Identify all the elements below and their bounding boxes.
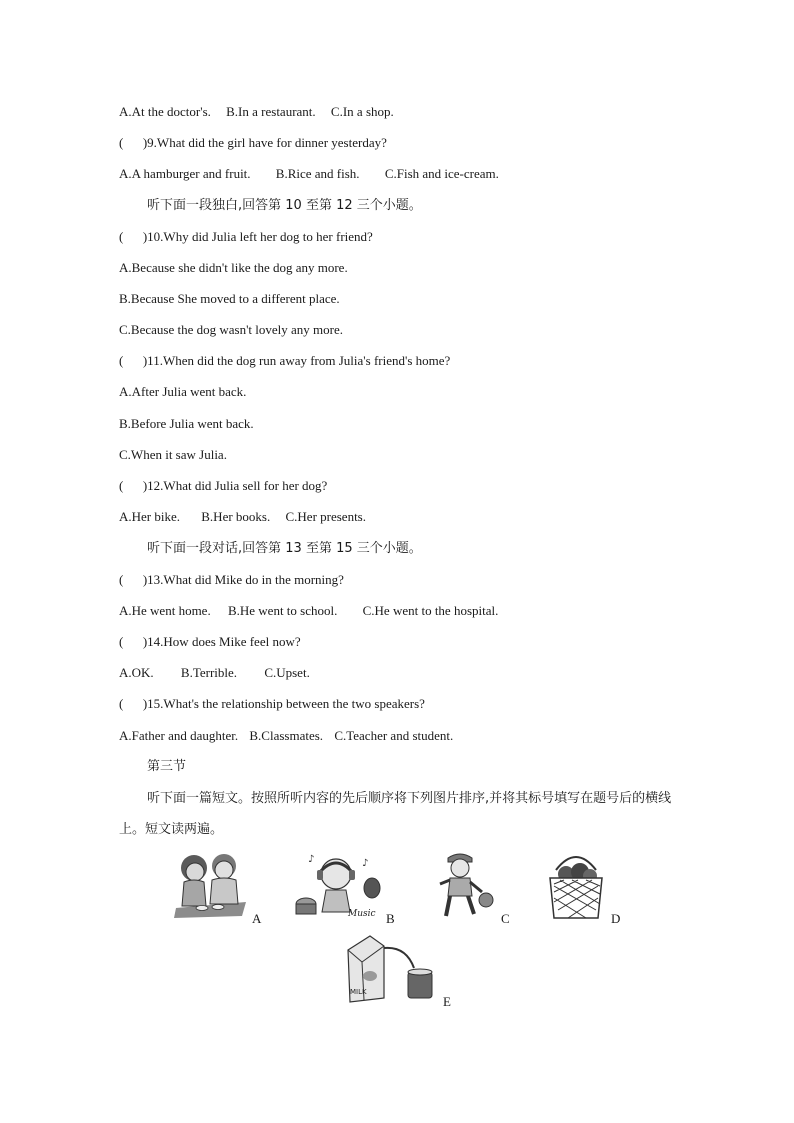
svg-text:♪: ♪	[308, 854, 315, 865]
music-girl-icon	[292, 852, 382, 922]
question-13	[119, 572, 344, 588]
boy-basketball-icon	[436, 850, 496, 922]
picture-label-d: D	[611, 911, 621, 926]
q12-options	[119, 509, 366, 525]
question-text: 11.When did the dog run away from Julia's friend's home?	[147, 353, 451, 368]
q14-option-a: A.OK.	[119, 665, 154, 680]
two-girls-eating-icon	[172, 848, 250, 918]
q11-option-a: A.After Julia went back.	[119, 384, 247, 399]
section-3-instruction: 听下面一篇短文。按照所听内容的先后顺序将下列图片排序,并将其标号填写在题号后的横线上。短文读两遍。	[119, 791, 672, 837]
q10-option-b: B.Because She moved to a different place.	[119, 291, 340, 306]
answer-blank[interactable]: ( )	[119, 353, 148, 368]
q15-option-a: A.Father and daughter.	[119, 728, 239, 743]
q14-option-c: C.Upset.	[264, 665, 310, 680]
section-3-heading: 第三节	[147, 759, 187, 774]
q13-option-c: C.He went to the hospital.	[362, 603, 499, 618]
milk-label: MILK	[350, 988, 367, 996]
q10-option-c: C.Because the dog wasn't lovely any more.	[119, 322, 344, 337]
q8-option-c: C.In a shop.	[330, 104, 394, 119]
q12-option-c: C.Her presents.	[285, 509, 366, 524]
q9-option-b: B.Rice and fish.	[275, 166, 360, 181]
question-text: 9.What did the girl have for dinner yesterday?	[147, 135, 387, 150]
question-12	[119, 478, 327, 494]
picture-label-a: A	[252, 911, 262, 926]
question-text: 13.What did Mike do in the morning?	[147, 572, 344, 587]
q13-options	[119, 603, 498, 619]
q8-options	[119, 104, 394, 120]
q15-option-b: B.Classmates.	[249, 728, 324, 743]
answer-blank[interactable]: ( )	[119, 478, 148, 493]
q9-option-a: A.A hamburger and fruit.	[119, 166, 251, 181]
q13-option-b: B.He went to school.	[227, 603, 338, 618]
question-10	[119, 229, 373, 245]
q14-options	[119, 665, 310, 681]
answer-blank[interactable]: ( )	[119, 135, 148, 150]
q9-option-c: C.Fish and ice-cream.	[384, 166, 499, 181]
section-intro-13-15: 听下面一段对话,回答第 13 至第 15 三个小题。	[147, 541, 422, 556]
answer-blank[interactable]: ( )	[119, 696, 148, 711]
q14-option-b: B.Terrible.	[180, 665, 238, 680]
question-15	[119, 696, 425, 712]
picture-label-c: C	[501, 911, 510, 926]
q10-option-a: A.Because she didn't like the dog any more.	[119, 260, 348, 275]
picture-label-b: B	[386, 911, 395, 926]
milk-carton-icon	[340, 932, 440, 1004]
q12-option-a: A.Her bike.	[119, 509, 181, 524]
question-9	[119, 135, 387, 151]
picture-label-e: E	[443, 994, 451, 1009]
answer-blank[interactable]: ( )	[119, 634, 148, 649]
q11-option-b: B.Before Julia went back.	[119, 416, 254, 431]
answer-blank[interactable]: ( )	[119, 229, 148, 244]
question-text: 10.Why did Julia left her dog to her friend?	[147, 229, 373, 244]
fruit-basket-icon	[546, 850, 606, 922]
svg-text:♪: ♪	[362, 858, 369, 869]
question-14	[119, 634, 301, 650]
question-text: 15.What's the relationship between the two speakers?	[147, 696, 425, 711]
question-text: 14.How does Mike feel now?	[147, 634, 301, 649]
q15-options	[119, 728, 453, 744]
q11-option-c: C.When it saw Julia.	[119, 447, 227, 462]
q8-option-a: A.At the doctor's.	[119, 104, 211, 119]
answer-blank[interactable]: ( )	[119, 572, 148, 587]
section-intro-10-12: 听下面一段独白,回答第 10 至第 12 三个小题。	[147, 198, 422, 213]
q12-option-b: B.Her books.	[201, 509, 271, 524]
q9-options	[119, 166, 499, 182]
q15-option-c: C.Teacher and student.	[334, 728, 454, 743]
question-text: 12.What did Julia sell for her dog?	[147, 478, 328, 493]
music-label: Music	[348, 909, 376, 919]
q13-option-a: A.He went home.	[119, 603, 211, 618]
q8-option-b: B.In a restaurant.	[226, 104, 316, 119]
question-11	[119, 353, 450, 369]
